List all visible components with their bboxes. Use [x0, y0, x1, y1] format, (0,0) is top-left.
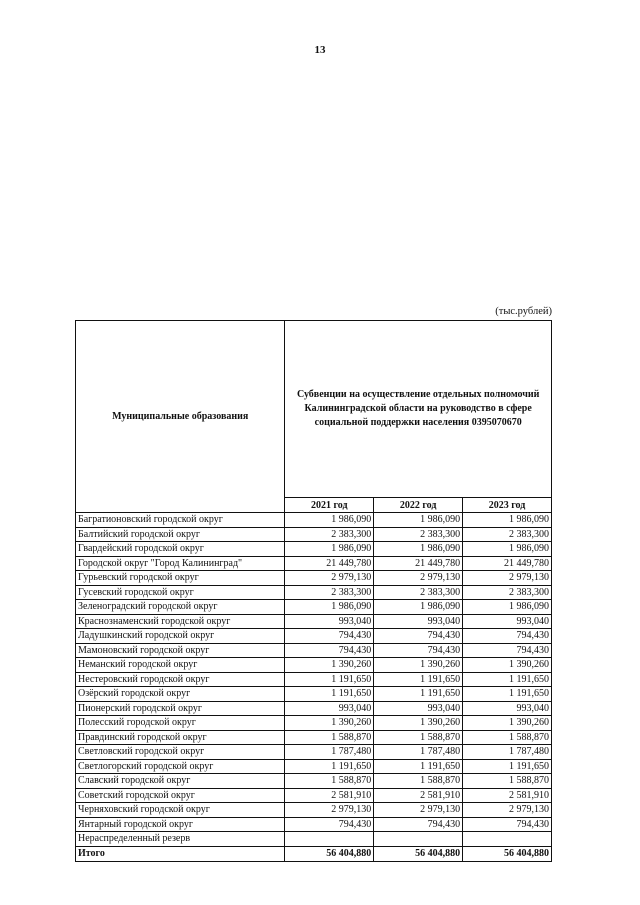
- municipality-name: Городской округ "Город Калининград": [76, 556, 285, 571]
- municipality-name: Гусевский городской округ: [76, 585, 285, 600]
- amount-cell: 1 191,650: [463, 687, 552, 702]
- table-row: [76, 643, 552, 658]
- year-header: 2021 год: [285, 498, 374, 513]
- table-row: [76, 614, 552, 629]
- municipality-name: Янтарный городской округ: [76, 817, 285, 832]
- amount-cell: 2 979,130: [285, 571, 374, 586]
- amount-cell: 21 449,780: [285, 556, 374, 571]
- amount-cell: [374, 832, 463, 847]
- amount-cell: 2 383,300: [374, 585, 463, 600]
- amount-cell: 993,040: [285, 701, 374, 716]
- amount-cell: 2 979,130: [463, 803, 552, 818]
- table-row: [76, 600, 552, 615]
- amount-cell: 1 191,650: [463, 759, 552, 774]
- amount-cell: 794,430: [374, 629, 463, 644]
- amount-cell: 1 588,870: [374, 774, 463, 789]
- table-row: [76, 658, 552, 673]
- municipality-name: Краснознаменский городской округ: [76, 614, 285, 629]
- amount-cell: 1 986,090: [374, 600, 463, 615]
- amount-cell: 2 581,910: [285, 788, 374, 803]
- municipality-name: Ладушкинский городской округ: [76, 629, 285, 644]
- amount-cell: 794,430: [374, 817, 463, 832]
- subvention-table: [75, 320, 552, 862]
- amount-cell: 1 986,090: [463, 600, 552, 615]
- municipality-name: Озёрский городской округ: [76, 687, 285, 702]
- municipality-name: Балтийский городской округ: [76, 527, 285, 542]
- municipality-name: Неманский городской округ: [76, 658, 285, 673]
- amount-cell: 2 383,300: [285, 585, 374, 600]
- amount-cell: 993,040: [463, 701, 552, 716]
- municipalities-header: Муниципальные образования: [76, 321, 285, 513]
- amount-cell: 1 787,480: [463, 745, 552, 760]
- amount-cell: 794,430: [463, 643, 552, 658]
- municipality-name: Славский городской округ: [76, 774, 285, 789]
- amount-cell: 1 390,260: [285, 716, 374, 731]
- municipality-name: Зеленоградский городской округ: [76, 600, 285, 615]
- amount-cell: 794,430: [285, 629, 374, 644]
- amount-cell: 2 979,130: [374, 803, 463, 818]
- amount-cell: 993,040: [285, 614, 374, 629]
- amount-cell: 1 390,260: [463, 658, 552, 673]
- amount-cell: 2 383,300: [285, 527, 374, 542]
- amount-cell: 1 390,260: [374, 658, 463, 673]
- table-row: [76, 527, 552, 542]
- municipality-name: Светлогорский городской округ: [76, 759, 285, 774]
- amount-cell: 1 191,650: [374, 672, 463, 687]
- amount-cell: 1 191,650: [374, 759, 463, 774]
- table-row: [76, 774, 552, 789]
- table-row: [76, 730, 552, 745]
- municipality-name: Гурьевский городской округ: [76, 571, 285, 586]
- amount-cell: 1 986,090: [285, 513, 374, 528]
- table-row: [76, 629, 552, 644]
- table-row: [76, 745, 552, 760]
- municipality-name: Гвардейский городской округ: [76, 542, 285, 557]
- table-row: [76, 571, 552, 586]
- amount-cell: 1 191,650: [285, 759, 374, 774]
- amount-cell: 1 588,870: [463, 774, 552, 789]
- amount-cell: 1 390,260: [374, 716, 463, 731]
- municipality-name: Правдинский городской округ: [76, 730, 285, 745]
- total-label: Итого: [76, 846, 285, 861]
- table-row: [76, 556, 552, 571]
- amount-cell: 21 449,780: [463, 556, 552, 571]
- table-row: [76, 788, 552, 803]
- amount-cell: 1 588,870: [285, 774, 374, 789]
- amount-cell: 2 581,910: [463, 788, 552, 803]
- table-row: [76, 585, 552, 600]
- municipality-name: Нераспределенный резерв: [76, 832, 285, 847]
- amount-cell: 794,430: [374, 643, 463, 658]
- amount-cell: 1 588,870: [463, 730, 552, 745]
- page-number: 13: [314, 44, 326, 56]
- table-row: [76, 832, 552, 847]
- amount-cell: 2 383,300: [463, 527, 552, 542]
- amount-cell: 2 979,130: [463, 571, 552, 586]
- amount-cell: 2 581,910: [374, 788, 463, 803]
- municipality-name: Пионерский городской округ: [76, 701, 285, 716]
- amount-cell: 1 588,870: [374, 730, 463, 745]
- amount-cell: 1 390,260: [285, 658, 374, 673]
- municipality-name: Мамоновский городской округ: [76, 643, 285, 658]
- amount-cell: 1 191,650: [374, 687, 463, 702]
- table-row: [76, 542, 552, 557]
- amount-cell: 1 986,090: [374, 513, 463, 528]
- amount-cell: 794,430: [463, 817, 552, 832]
- amount-cell: [285, 832, 374, 847]
- municipality-name: Багратионовский городской округ: [76, 513, 285, 528]
- unit-note: (тыс.рублей): [495, 306, 552, 317]
- amount-cell: 1 787,480: [285, 745, 374, 760]
- amount-cell: 2 383,300: [374, 527, 463, 542]
- municipality-name: Черняховский городской округ: [76, 803, 285, 818]
- municipality-name: Нестеровский городской округ: [76, 672, 285, 687]
- amount-cell: 1 787,480: [374, 745, 463, 760]
- amount-cell: 1 986,090: [374, 542, 463, 557]
- amount-cell: 1 986,090: [463, 542, 552, 557]
- amount-cell: 1 191,650: [285, 672, 374, 687]
- table-row: [76, 687, 552, 702]
- year-header: 2023 год: [463, 498, 552, 513]
- amount-cell: 1 588,870: [285, 730, 374, 745]
- amount-cell: 993,040: [374, 614, 463, 629]
- amount-cell: 2 383,300: [463, 585, 552, 600]
- total-amount: 56 404,880: [463, 846, 552, 861]
- amount-cell: [463, 832, 552, 847]
- table-row: [76, 803, 552, 818]
- total-row: [76, 846, 552, 861]
- table-row: [76, 716, 552, 731]
- amount-cell: 1 191,650: [463, 672, 552, 687]
- amount-cell: 2 979,130: [374, 571, 463, 586]
- table-row: [76, 817, 552, 832]
- amount-cell: 993,040: [463, 614, 552, 629]
- year-header: 2022 год: [374, 498, 463, 513]
- municipality-name: Советский городской округ: [76, 788, 285, 803]
- table-row: [76, 513, 552, 528]
- amount-cell: 1 986,090: [285, 600, 374, 615]
- amount-cell: 21 449,780: [374, 556, 463, 571]
- amount-cell: 1 390,260: [463, 716, 552, 731]
- amount-cell: 993,040: [374, 701, 463, 716]
- amount-cell: 1 986,090: [463, 513, 552, 528]
- table-row: [76, 701, 552, 716]
- amount-cell: 2 979,130: [285, 803, 374, 818]
- table-row: [76, 672, 552, 687]
- amount-cell: 794,430: [285, 643, 374, 658]
- municipality-name: Полесский городской округ: [76, 716, 285, 731]
- subvention-header: Субвенции на осуществление отдельных полномочий Калининградской области на руководство в сфере социальной поддержки населения 0395070670: [285, 321, 552, 498]
- total-amount: 56 404,880: [285, 846, 374, 861]
- amount-cell: 794,430: [463, 629, 552, 644]
- total-amount: 56 404,880: [374, 846, 463, 861]
- table-row: [76, 759, 552, 774]
- municipality-name: Светловский городской округ: [76, 745, 285, 760]
- amount-cell: 794,430: [285, 817, 374, 832]
- amount-cell: 1 191,650: [285, 687, 374, 702]
- amount-cell: 1 986,090: [285, 542, 374, 557]
